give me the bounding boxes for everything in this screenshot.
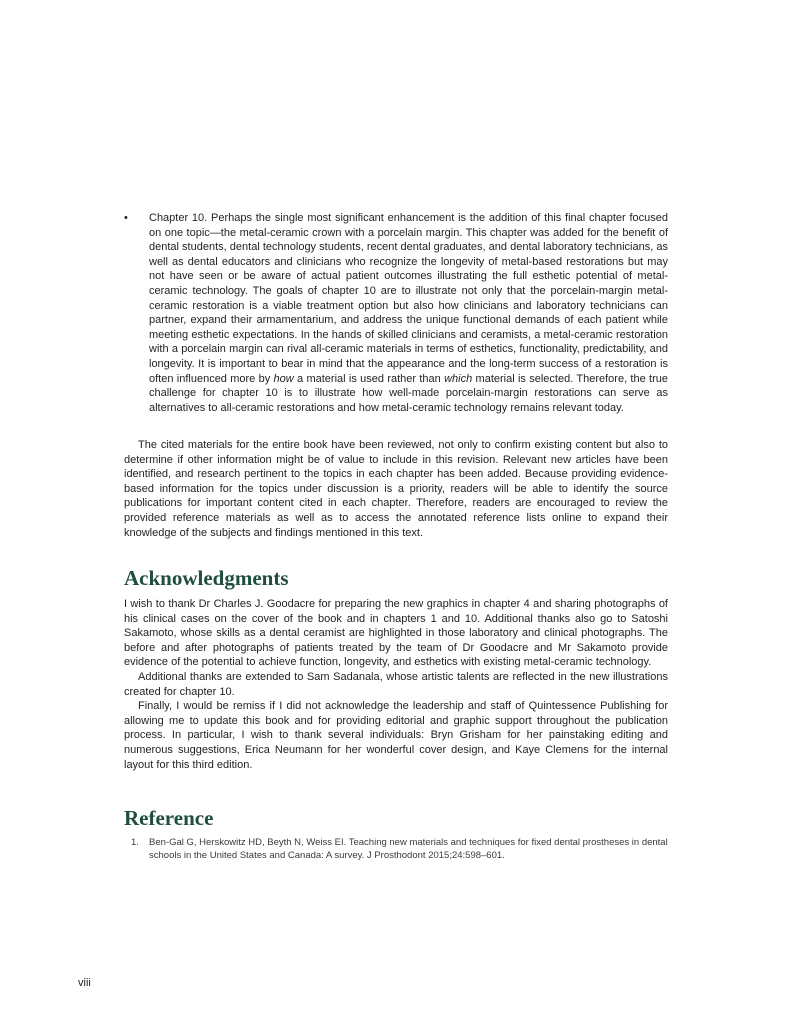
reference-list-item	[124, 836, 668, 862]
reference-citation: Ben-Gal G, Herskowitz HD, Beyth N, Weiss EI. Teaching new materials and techniques for fixed dental prostheses in dental schools in the United States and Canada: A survey. J Prosthodont 2015;24:598–601.	[149, 837, 668, 861]
acknowledgments-paragraph: Finally, I would be remiss if I did not acknowledge the leadership and staff of Quintessence Publishing for allowing me to update this book and for providing editorial and graphic support throughout the publication process. In particular, I wish to thank several individuals: Bryn Grisham for her painstaking editing and numerous suggestions, Erica Neumann for her wonderful cover design, and Kaye Clemens for the internal layout for this third edition.	[124, 700, 668, 771]
bullet-text	[149, 211, 668, 415]
chapter-10-bullet-item	[124, 211, 668, 415]
reference-heading: Reference	[124, 806, 214, 830]
bullet-text-part-1: Chapter 10. Perhaps the single most significant enhancement is the addition of this final chapter focused on one topic—the metal-ceramic crown with a porcelain margin. This chapter was added for the benefit of dental students, dental technology students, recent dental graduates, and dental laboratory technicians, as well as dental educators and clinicians who recognize the longevity of metal-based restorations but may not have seen or be aware of actual patient outcomes illustrating the full esthetic potential of metal-ceramic technology. The goals of chapter 10 are to illustrate not only that the porcelain-margin metal-ceramic restoration is a viable treatment option but also how clinicians and laboratory technicians can partner, expand their armamentarium, and address the unique functional demands of each patient while meeting esthetic expectations. In the hands of skilled clinicians and ceramists, a metal-ceramic restoration with a porcelain margin can rival all-ceramic materials in terms of esthetics, functionality, predictability, and longevity. It is important to bear in mind that the appearance and the long-term success of a restoration is often influenced more by	[149, 212, 668, 385]
acknowledgments-heading: Acknowledgments	[124, 566, 289, 590]
bullet-text-part-3: material is selected. Therefore, the true challenge for chapter 10 is to illustrate how well-made porcelain-margin restorations can serve as alternatives to all-ceramic restorations and how metal-ceramic technology remains relevant today.	[149, 372, 668, 414]
bullet-text-part-2: a material is used rather than	[293, 372, 445, 385]
reference-number: 1.	[131, 837, 139, 848]
bullet-marker: •	[124, 212, 128, 224]
acknowledgments-paragraph: I wish to thank Dr Charles J. Goodacre for preparing the new graphics in chapter 4 and sharing photographs of his clinical cases on the cover of the book and in chapters 1 and 10. Additional thanks also go to Satoshi Sakamoto, whose skills as a dental ceramist are highlighted in those laboratory and clinical photographs. The before and after photographs of patients treated by the team of Dr Goodacre and Mr Sakamoto provide evidence of the potential to achieve function, longevity, and esthetics with existing metal-ceramic technology.	[124, 598, 668, 669]
cited-materials-paragraph: The cited materials for the entire book have been reviewed, not only to confirm existing content but also to determine if other information might be of value to include in this revision. Relevant new articles have been identified, and research pertinent to the topics in each chapter has been added. Because providing evidence-based information for the topics under discussion is a priority, readers will be able to identify the source publications for important content cited in each chapter. Therefore, readers are encouraged to review the provided reference materials as well as to access the annotated reference lists online to expand their knowledge of the subjects and findings mentioned in this text.	[124, 439, 668, 539]
bullet-emphasis-which: which	[444, 372, 473, 385]
acknowledgments-paragraph: Additional thanks are extended to Sam Sadanala, whose artistic talents are reflected in the new illustrations created for chapter 10.	[124, 670, 668, 698]
page-number: viii	[78, 977, 91, 989]
bullet-emphasis-how: how	[273, 372, 294, 385]
acknowledgments-section	[124, 597, 668, 772]
